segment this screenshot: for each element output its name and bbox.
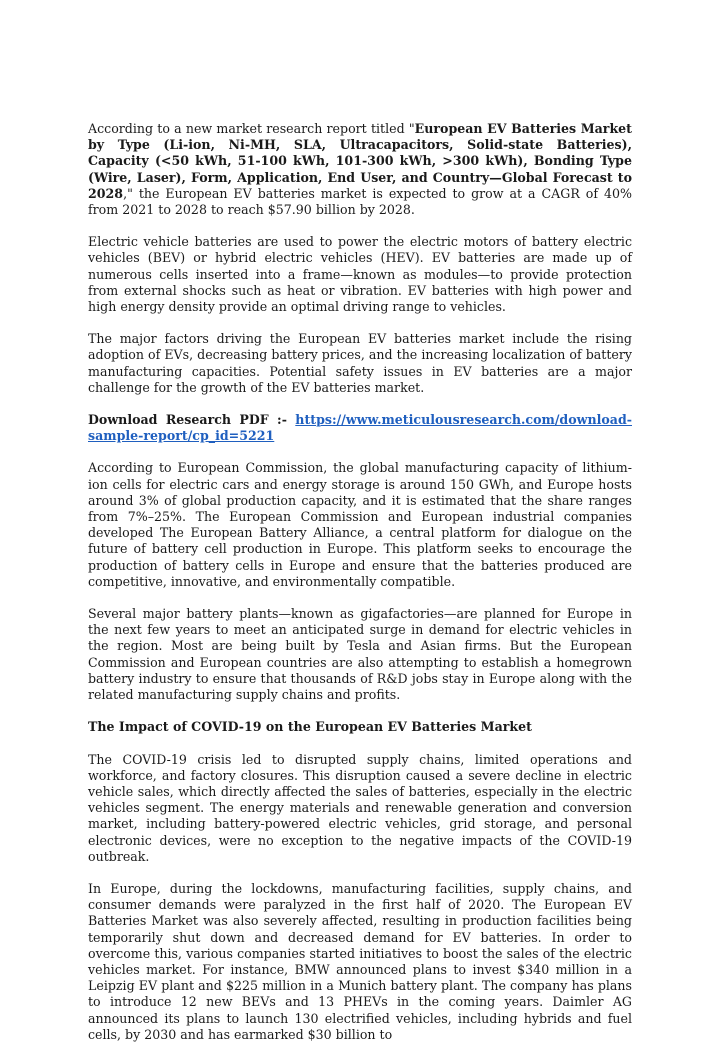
europe-lockdown-paragraph: In Europe, during the lockdowns, manufacturing facilities, supply chains, and consumer demands were paralyzed in the first half of 2020. The European EV Batteries Market was also severely affected, resulting in production facilities being temporarily shut down and decreased demand for EV batteries. In order to overcome this, various companies started initiatives to boost the sales of the electric vehicles market. For instance, BMW announced plans to invest $340 million in a Leipzig EV plant and $225 million in a Munich battery plant. The company has plans to introduce 12 new BEVs and 13 PHEVs in the coming years. Daimler AG announced its plans to launch 130 electrified vehicles, including hybrids and fuel cells, by 2030 and has earmarked $30 billion to <box>88 880 632 1042</box>
drivers-paragraph: The major factors driving the European EV batteries market include the rising adoption of EVs, decreasing battery prices, and the increasing localization of battery manufacturing capacities. Potential safety issues in EV batteries are a major challenge for the growth of the EV batteries market. <box>88 331 632 395</box>
commission-paragraph: According to European Commission, the global manufacturing capacity of lithium-ion cells for electric cars and energy storage is around 150 GWh, and Europe hosts around 3% of global production capacity, and it is estimated that the share ranges from 7%–25%. The European Commission and European industrial companies developed The European Battery Alliance, a central platform for dialogue on the future of battery cell production in Europe. This platform seeks to encourage the production of battery cells in Europe and ensure that the batteries produced are competitive, innovative, and environmentally compatible. <box>88 460 632 589</box>
intro-paragraph <box>88 121 632 218</box>
section-heading: The Impact of COVID-19 on the European EV Batteries Market <box>88 719 532 735</box>
ev-batteries-paragraph: Electric vehicle batteries are used to power the electric motors of battery electric vehicles (BEV) or hybrid electric vehicles (HEV). EV batteries are made up of numerous cells inserted into a frame—known as modules—to provide protection from external shocks such as heat or vibration. EV batteries with high power and high energy density provide an optimal driving range to vehicles. <box>88 234 632 315</box>
download-label: Download Research PDF :- <box>88 412 296 428</box>
download-link[interactable]: https://www.meticulousresearch.com/download-sample-report/cp_id=5221 <box>88 412 632 444</box>
download-line <box>88 412 632 444</box>
intro-post: ," the European EV batteries market is expected to grow at a CAGR of 40% from 2021 to 2028 to reach $57.90 billion by 2028. <box>88 185 632 218</box>
intro-pre: According to a new market research report titled " <box>88 121 415 136</box>
report-title: European EV Batteries Market by Type (Li-ion, Ni-MH, SLA, Ultracapacitors, Solid-state Batteries), Capacity (<50 kWh, 51-100 kWh, 101-300 kWh, >300 kWh), Bonding Type (Wire, Laser), Form, Application, End User, and Country—Global Forecast to 2028 <box>88 121 633 201</box>
gigafactories-paragraph: Several major battery plants—known as gigafactories—are planned for Europe in the next few years to meet an anticipated surge in demand for electric vehicles in the region. Most are being built by Tesla and Asian firms. But the European Commission and European countries are also attempting to establish a homegrown battery industry to ensure that thousands of R&D jobs stay in Europe along with the related manufacturing supply chains and profits. <box>88 606 632 703</box>
covid-paragraph: The COVID-19 crisis led to disrupted supply chains, limited operations and workforce, and factory closures. This disruption caused a severe decline in electric vehicle sales, which directly affected the sales of batteries, especially in the electric vehicles segment. The energy materials and renewable generation and conversion market, including battery-powered electric vehicles, grid storage, and personal electronic devices, were no exception to the negative impacts of the COVID-19 outbreak. <box>88 751 632 864</box>
